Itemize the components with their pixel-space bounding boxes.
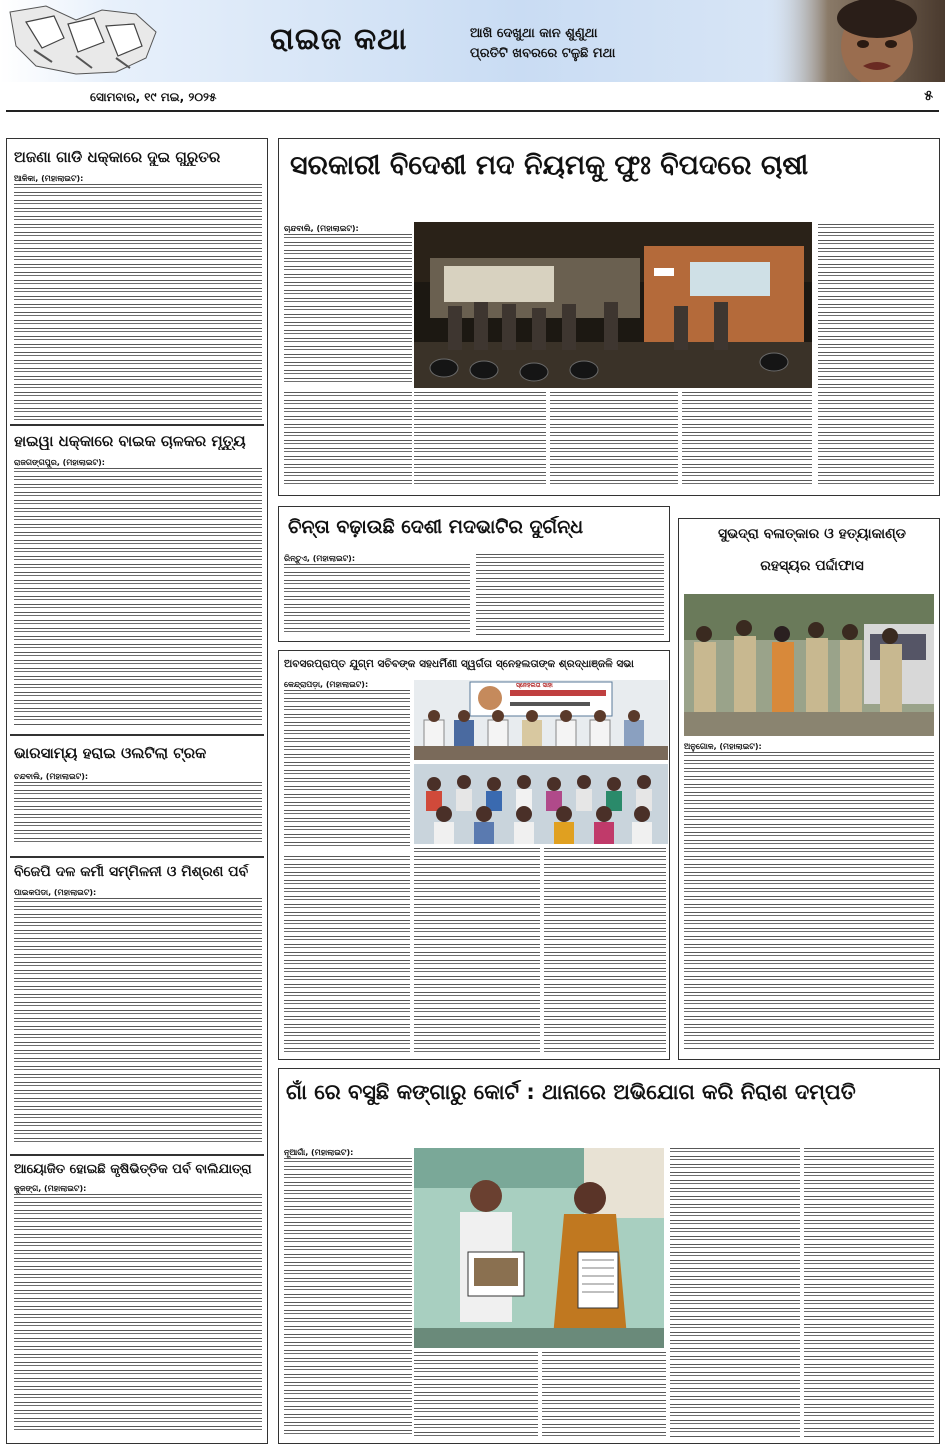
left-separator-3 [10, 856, 264, 858]
left-story-2-body [14, 458, 262, 730]
tagline-line-2: ପ୍ରତିଟି ଖବରରେ ଟଳୁଛି ମଥା [470, 46, 616, 61]
page-number: ୫ [924, 88, 933, 104]
left-separator-2 [10, 734, 264, 736]
story-3-body-col-1 [284, 680, 410, 852]
story-5-col-3 [542, 1352, 666, 1438]
tribute-meeting-photo-top [414, 680, 668, 760]
lead-story-col-3b [682, 392, 812, 488]
police-escort-photo [684, 594, 934, 736]
left-story-3-byline: ଚନ୍ଦବାଲି, (ମହାଲାଇଟ): [14, 772, 262, 782]
issue-date: ସୋମବାର, ୧୯ ମଇ, ୨୦୨୫ [90, 90, 217, 104]
story-4-headline-line-2: ରହସ୍ୟର ପର୍ଦ୍ଦାଫାସ [760, 558, 864, 574]
story-3-body-col-1b [284, 856, 410, 1054]
lead-story-col-4 [818, 224, 934, 488]
lead-story-col-1 [284, 224, 412, 388]
lead-story-headline: ସରକାରୀ ବିଦେଶୀ ମଦ ନିୟମକୁ ଫୁଃ ବିପଦରେ ଚାଷୀ [290, 150, 809, 181]
story-5-byline: ନୂଆଗାଁ, (ମହାଲାଇଟ): [284, 1148, 412, 1158]
dateline [0, 88, 945, 106]
crying-child-photo [765, 0, 945, 82]
left-story-5-byline: କୁଜଙ୍ଗ, (ମହାଲାଇଟ): [14, 1184, 262, 1194]
liquor-shop-night-photo [414, 222, 812, 388]
lead-story-byline: ଚାନ୍ଦବାଲି, (ମହାଲାଇଟ): [284, 224, 412, 234]
left-story-3-body [14, 772, 262, 850]
story-4-byline: ଅନୁଗୋଳ, (ମହାଲାଇଟ): [684, 742, 934, 752]
left-story-4-byline: ପାଇକପଡା, (ମହାଲାଇଟ): [14, 888, 262, 898]
left-story-5-body [14, 1184, 262, 1438]
tagline-line-1: ଆଖି ଦେଖୁଥା କାନ ଶୁଣୁଥା [470, 26, 598, 41]
complaint-couple-photo [414, 1148, 664, 1348]
left-separator-4 [10, 1154, 264, 1156]
story-5-col-2 [414, 1352, 538, 1438]
story-3-body-col-2 [414, 848, 540, 1054]
lead-story-col-1b [284, 392, 412, 488]
story-4-body [684, 742, 934, 1054]
left-story-1-body [14, 174, 262, 424]
tribute-audience-photo [414, 764, 668, 844]
left-story-5-headline: ଆୟୋଜିତ ହୋଇଛି କୃଷିଭିତ୍ତିକ ପର୍ବ ବାଲିଯାତ୍ରା [14, 1162, 252, 1177]
story-2-headline: ଚିନ୍ତା ବଢ଼ାଉଛି ଦେଶୀ ମଦଭାଟିର ଦୁର୍ଗନ୍ଧ [288, 516, 584, 538]
left-story-4-headline: ବିଜେପି ଦଳ କର୍ମୀ ସମ୍ମିଳନୀ ଓ ମିଶ୍ରଣ ପର୍ବ [14, 864, 249, 880]
story-2-byline: ରିନ୍ତୁଏ, (ମହାଲାଇଟ): [284, 554, 470, 564]
protest-fists-illustration [6, 2, 166, 80]
lead-story-col-2 [414, 392, 546, 488]
story-5-col-1 [284, 1148, 412, 1438]
masthead [0, 0, 945, 82]
story-3-body-col-3 [544, 848, 666, 1054]
left-story-3-headline: ଭାରସାମ୍ୟ ହରାଇ ଓଲଟିଲା ଟ୍ରକ [14, 744, 207, 762]
story-5-headline: ଗାଁ ରେ ବସୁଛି କଙ୍ଗାରୁ କୋର୍ଟ : ଥାନାରେ ଅଭିଯୋଗ କରି ନିରାଶ ଦମ୍ପତି [286, 1080, 856, 1104]
story-3-byline: କେନ୍ଦ୍ରାପଡ଼ା, (ମହାଲାଇଟ): [284, 680, 410, 690]
left-story-2-headline: ହାଇୱା ଧକ୍କାରେ ବାଇକ ଚାଳକର ମୃତ୍ୟୁ [14, 432, 246, 450]
left-story-4-body [14, 888, 262, 1150]
tribute-banner-text: ସ୍ନେହଲତା ସାହା [516, 682, 553, 689]
newspaper-title: ରାଇଜ କଥା [270, 22, 408, 57]
story-5-col-5 [804, 1148, 934, 1438]
left-separator-1 [10, 424, 264, 426]
story-2-body-col-1 [284, 554, 470, 636]
left-story-1-byline: ଆଳିକା, (ମହାଲାଇଟ): [14, 174, 262, 184]
dateline-rule [6, 110, 939, 112]
story-2-body-col-2 [476, 554, 664, 636]
left-story-1-headline: ଅଜଣା ଗାଡି ଧକ୍କାରେ ଦୁଇ ଗୁରୁତର [14, 148, 221, 166]
lead-story-col-3 [550, 392, 678, 488]
story-3-headline: ଅବସରପ୍ରାପ୍ତ ଯୁଗ୍ମ ସଚିବଙ୍କ ସହଧର୍ମିଣୀ ସ୍ୱର୍ଗତା ସ୍ନେହଲତାଙ୍କ ଶ୍ରଦ୍ଧାଞ୍ଜଳି ସଭା [284, 658, 634, 670]
story-5-col-4 [670, 1148, 800, 1438]
story-4-headline-line-1: ସୁଭଦ୍ରା ବଳାତ୍କାର ଓ ହତ୍ୟାକାଣ୍ଡ [717, 526, 907, 542]
left-story-2-byline: ରାଜଗଙ୍ଗପୁର, (ମହାଲାଇଟ): [14, 458, 262, 468]
